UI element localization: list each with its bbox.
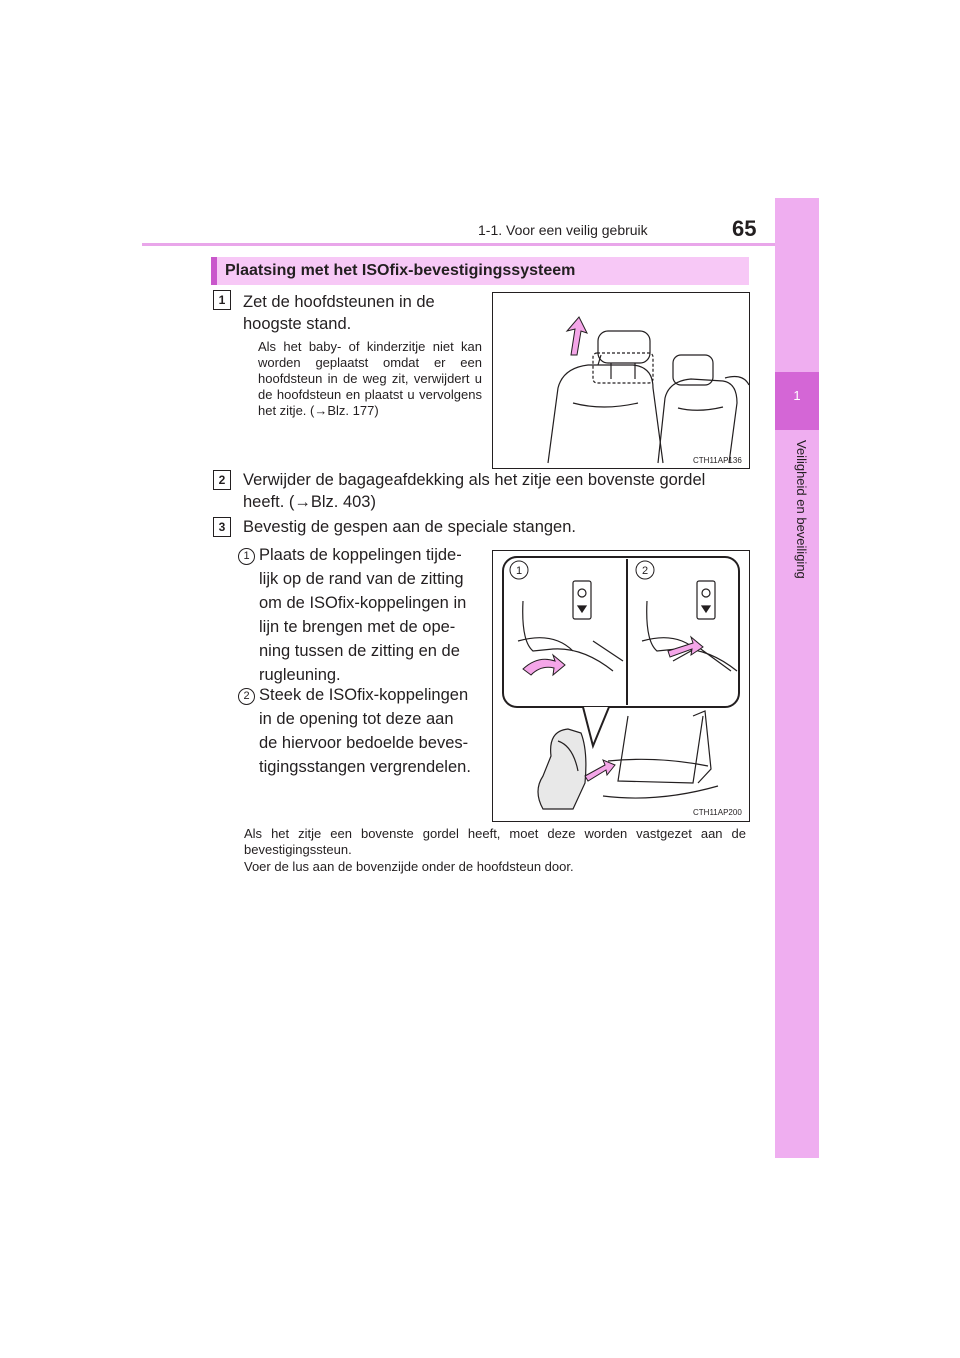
step-1-note: Als het baby- of kinderzitje niet kan worden geplaatst omdat er een hoofdsteun in de weg zit, verwijdert u de hoofdsteun en plaatst u vervolgens het zitje. (→Blz. 177) (258, 339, 482, 418)
figure-isofix (492, 550, 750, 822)
substep-1-line1: Plaats de koppelingen tijde- (259, 546, 462, 564)
step-3-text: Bevestig de gespen aan de speciale stangen. (243, 518, 576, 536)
substep-1-line6: rugleuning. (259, 666, 341, 684)
step-3-number: 3 (213, 517, 231, 537)
page-number: 65 (732, 216, 757, 241)
substep-2-line1: Steek de ISOfix-koppelingen (259, 686, 469, 704)
isofix-illustration (493, 551, 749, 821)
step-2-text-line1: Verwijder de bagageafdekking als het zitje een bovenste gordel (243, 471, 706, 489)
figure-2-code: CTH11AP200 (693, 808, 742, 817)
step-1-number: 1 (213, 290, 231, 310)
substep-1-number: 1 (238, 548, 255, 565)
step-1-text-line2: hoogste stand. (243, 315, 352, 333)
substep-2-line2: in de opening tot deze aan (259, 710, 454, 728)
note-loop: Voer de lus aan de bovenzijde onder de hoofdsteun door. (244, 859, 574, 874)
step-1-text-line1: Zet de hoofdsteunen in de (243, 293, 435, 311)
substep-1-line5: ning tussen de zitting en de (259, 642, 460, 660)
headrest-illustration (493, 293, 749, 468)
section-title-accent (211, 257, 217, 285)
figure-1-code: CTH11AP136 (693, 456, 742, 465)
header-rule (142, 243, 818, 246)
substep-1-line4: lijn te brengen met de ope- (259, 618, 456, 636)
figure-2-label-1: 1 (515, 565, 523, 577)
note-top-tether: Als het zitje een bovenste gordel heeft, moet deze worden vastgezet aan de bevestigingssteun. (244, 826, 746, 857)
running-header-section: 1-1. Voor een veilig gebruik (478, 222, 648, 238)
chapter-tab (775, 198, 819, 1158)
step-2-text-line2: heeft. (→Blz. 403) (243, 493, 376, 511)
substep-2-line4: tigingsstangen vergrendelen. (259, 758, 471, 776)
step-2-number: 2 (213, 470, 231, 490)
substep-1-line2: lijk op de rand van de zitting (259, 570, 464, 588)
figure-headrest (492, 292, 750, 469)
figure-2-label-2: 2 (641, 565, 649, 577)
chapter-number: 1 (793, 388, 801, 403)
substep-1-line3: om de ISOfix-koppelingen in (259, 594, 467, 612)
substep-2-line3: de hiervoor bedoelde beves- (259, 734, 469, 752)
section-title: Plaatsing met het ISOfix-bevestigingssysteem (225, 262, 576, 279)
substep-2-number: 2 (238, 688, 255, 705)
chapter-label: Veiligheid en beveiliging (794, 440, 809, 579)
